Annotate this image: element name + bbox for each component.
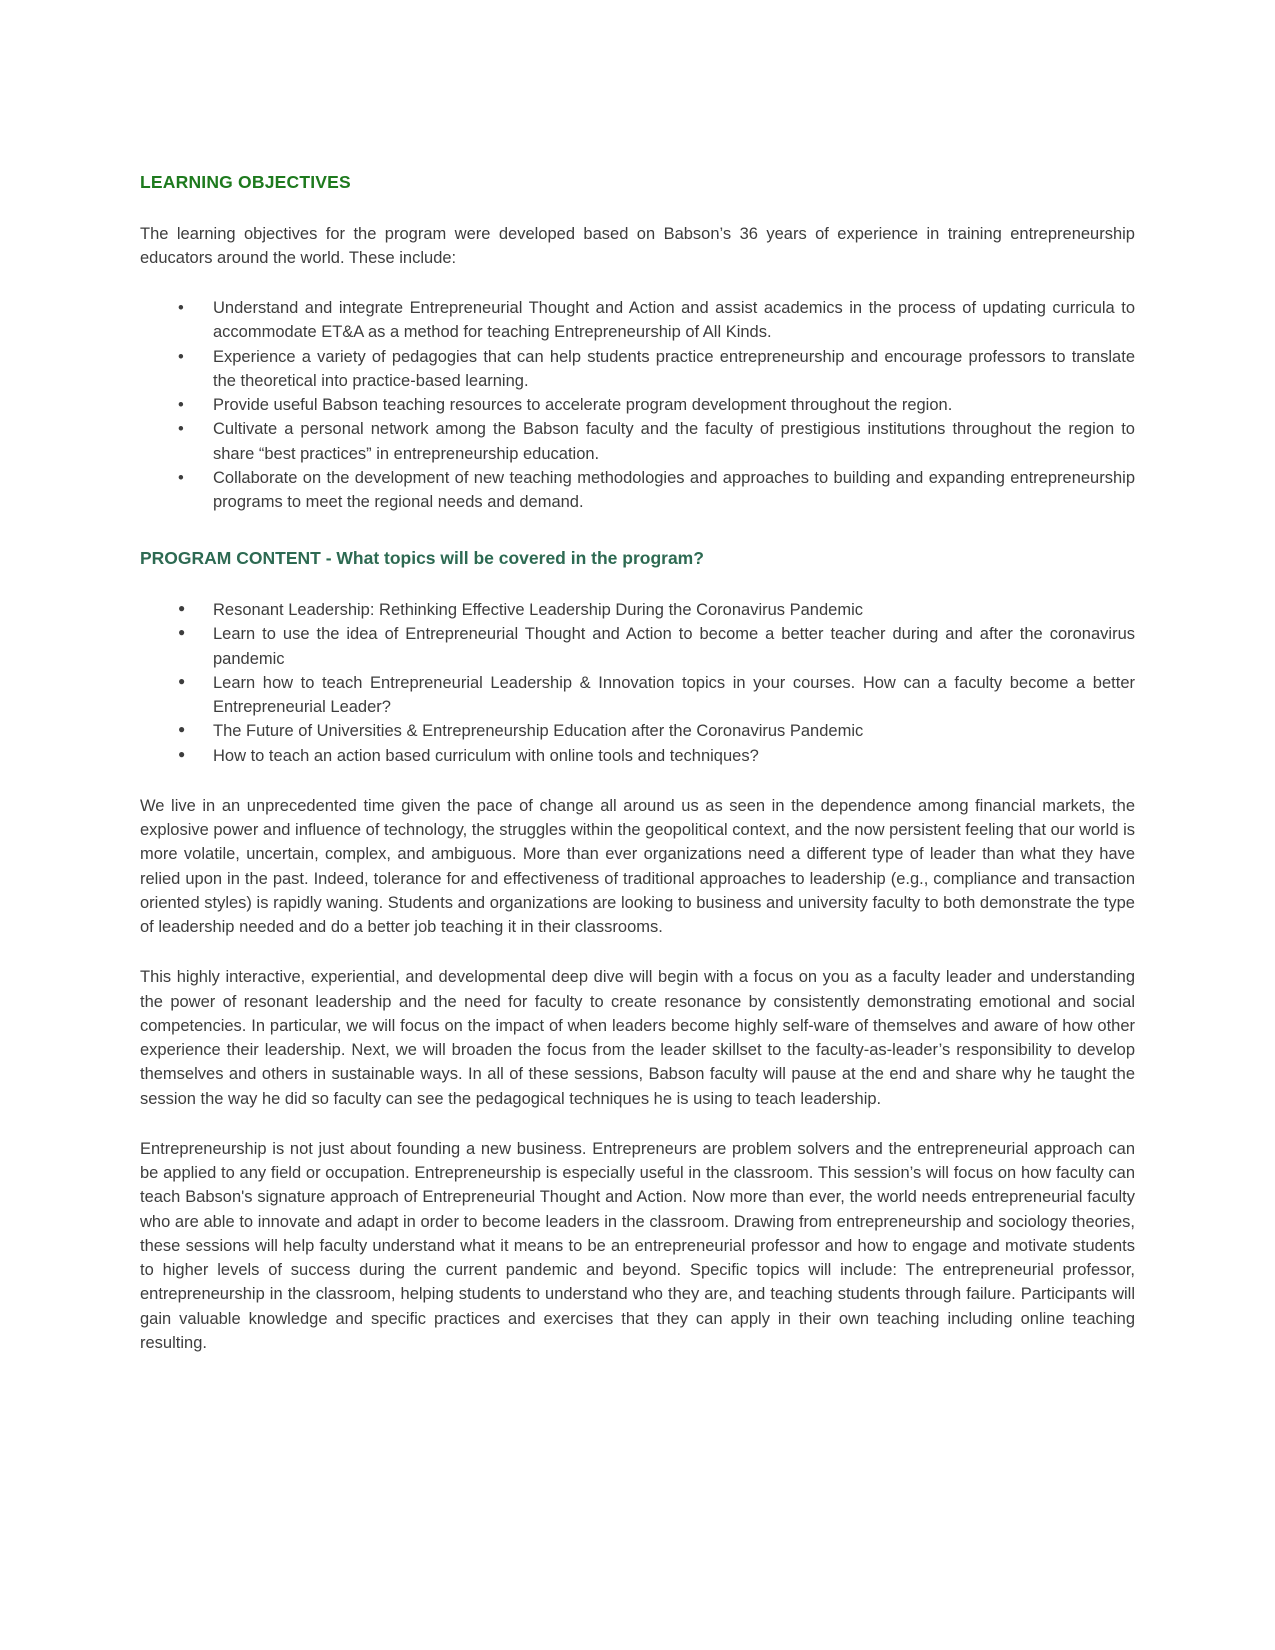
- bullet-icon: ●: [178, 625, 186, 640]
- list-item-text: How to teach an action based curriculum with online tools and techniques?: [213, 746, 759, 765]
- list-item: [140, 466, 1135, 515]
- list-item: [140, 671, 1135, 720]
- program-content-list: [140, 598, 1135, 768]
- bullet-icon: •: [178, 299, 184, 318]
- bullet-icon: ●: [178, 601, 186, 616]
- bullet-icon: •: [178, 468, 184, 487]
- body-paragraph-3: Entrepreneurship is not just about founding a new business. Entrepreneurs are problem solvers and the entrepreneurial approach can be applied to any field or occupation. Entrepreneurship is especially useful in the classroom. This session’s will focus on how faculty can teach Babson's signature approach of Entrepreneurial Thought and Action. Now more than ever, the world needs entrepreneurial faculty who are able to innovate and adapt in order to become leaders in the classroom. Drawing from entrepreneurship and sociology theories, these sessions will help faculty understand what it means to be an entrepreneurial professor and how to engage and motivate students to higher levels of success during the current pandemic and beyond. Specific topics will include: The entrepreneurial professor, entrepreneurship in the classroom, helping students to understand who they are, and teaching students through failure. Participants will gain valuable knowledge and specific practices and exercises that they can apply in their own teaching including online teaching resulting.: [140, 1139, 1135, 1352]
- bullet-icon: •: [178, 347, 184, 366]
- list-item: [140, 393, 1135, 417]
- bullet-icon: ●: [178, 673, 186, 688]
- list-item-text: Cultivate a personal network among the Babson faculty and the faculty of prestigious institutions throughout the region to share “best practices” in entrepreneurship education.: [213, 420, 1135, 463]
- list-item: [140, 598, 1135, 622]
- body-paragraph-1: We live in an unprecedented time given the pace of change all around us as seen in the dependence among financial markets, the explosive power and influence of technology, the struggles within the geopolitical context, and the now persistent feeling that our world is more volatile, uncertain, complex, and ambiguous. More than ever organizations need a different type of leader than what they have relied upon in the past. Indeed, tolerance for and effectiveness of traditional approaches to leadership (e.g., compliance and transaction oriented styles) is rapidly waning. Students and organizations are looking to business and university faculty to both demonstrate the type of leadership needed and do a better job teaching it in their classrooms.: [140, 796, 1135, 937]
- learning-objectives-heading: LEARNING OBJECTIVES: [140, 172, 351, 192]
- program-content-heading: PROGRAM CONTENT - What topics will be covered in the program?: [140, 548, 704, 569]
- list-item: [140, 345, 1135, 394]
- list-item-text: Provide useful Babson teaching resources to accelerate program development throughout the region.: [213, 396, 953, 415]
- list-item-text: Learn to use the idea of Entrepreneurial Thought and Action to become a better teacher during and after the coronavirus pandemic: [213, 625, 1135, 668]
- list-item-text: Understand and integrate Entrepreneurial Thought and Action and assist academics in the process of updating curricula to accommodate ET&A as a method for teaching Entrepreneurship of All Kinds.: [213, 299, 1135, 342]
- list-item: [140, 744, 1135, 768]
- body-paragraph-2: This highly interactive, experiential, and developmental deep dive will begin with a focus on you as a faculty leader and understanding the power of resonant leadership and the need for faculty to create resonance by consistently demonstrating emotional and social competencies. In particular, we will focus on the impact of when leaders become highly self-ware of themselves and aware of how other experience their leadership. Next, we will broaden the focus from the leader skillset to the faculty-as-leader’s responsibility to develop themselves and others in sustainable ways. In all of these sessions, Babson faculty will pause at the end and share why he taught the session the way he did so faculty can see the pedagogical techniques he is using to teach leadership.: [140, 968, 1135, 1108]
- learning-objectives-intro: The learning objectives for the program were developed based on Babson’s 36 years of experience in training entrepreneurship educators around the world. These include:: [140, 224, 1135, 267]
- list-item-text: Learn how to teach Entrepreneurial Leadership & Innovation topics in your courses. How can a faculty become a better Entrepreneurial Leader?: [213, 673, 1135, 717]
- list-item-text: Collaborate on the development of new teaching methodologies and approaches to building and expanding entrepreneurship programs to meet the regional needs and demand.: [213, 468, 1135, 512]
- list-item-text: Resonant Leadership: Rethinking Effective Leadership During the Coronavirus Pandemic: [213, 601, 863, 620]
- list-item: [140, 719, 1135, 743]
- bullet-icon: ●: [178, 722, 186, 737]
- bullet-icon: •: [178, 420, 184, 439]
- learning-objectives-list: [140, 296, 1135, 514]
- list-item: [140, 296, 1135, 345]
- bullet-icon: •: [178, 396, 184, 415]
- list-item: [140, 622, 1135, 671]
- list-item: [140, 417, 1135, 466]
- list-item-text: Experience a variety of pedagogies that can help students practice entrepreneurship and encourage professors to translate the theoretical into practice-based learning.: [213, 347, 1135, 390]
- bullet-icon: ●: [178, 746, 186, 761]
- list-item-text: The Future of Universities & Entrepreneurship Education after the Coronavirus Pandemic: [213, 722, 864, 741]
